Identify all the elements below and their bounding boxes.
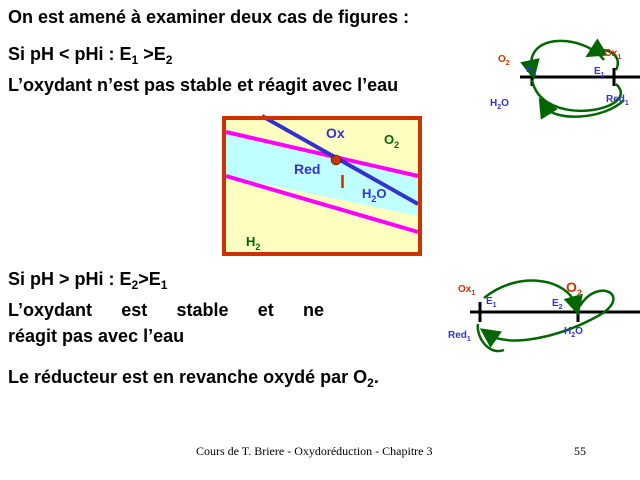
case1-condition: Si pH < pHi : $E_1 >E_2$ [8,44,173,67]
scale2-o2-label: $O_2$ [566,279,582,298]
scale1-e2-label: $E_2$ [526,64,537,77]
scale1-o2-label: $O_2$ [498,54,510,67]
scale2-arrow-top [484,281,576,306]
scale2-arrow-lower-left [478,324,504,351]
scale2-red-label: Red$_1$ [448,330,471,343]
diagram-ox-label: Ox [326,125,345,141]
scale2-ox-label: $Ox_1$ [458,284,476,297]
case2-text-line1: L’oxydant est stable et ne [8,300,324,320]
scale1-red-label: Red$_1$ [606,94,629,107]
scale2-e2-label: $E_2$ [552,298,563,311]
case2-text3: Le réducteur est en revanche oxydé par $O_2$. [8,367,379,390]
intro-text: On est amené à examiner deux cas de figures : [8,7,410,27]
diagram-red-label: Red [294,161,321,177]
diagram-h2-label: $H_2$ [246,234,261,252]
diagram-o2-label: $O_2$ [384,132,400,150]
case1-text: L’oxydant n’est pas stable et réagit avec l’eau [8,75,399,95]
potential-scale-case2 [448,276,640,360]
scale1-ox-label: $Ox_1$ [604,48,622,61]
scale1-e1-label: $E_1$ [594,66,605,79]
case2-condition: Si pH > pHi : $E_2>E_1$ [8,269,168,292]
scale2-e1-label: $E_1$ [486,296,497,309]
stability-diagram [222,116,422,256]
intersection-point [331,155,341,165]
scale2-h2o-label: $H_2O$ [564,326,583,339]
diagram-h2o-label: $H_2O$ [362,186,387,204]
case2-text-line2: réagit pas avec l’eau [8,326,185,346]
scale2-arrow-loop [488,291,613,341]
diagram-i-label: I [340,172,346,192]
scale1-h2o-label: $H_2O$ [490,98,509,111]
page-number: 55 [574,444,586,458]
potential-scale-case1 [484,40,640,120]
footer-text: Cours de T. Briere - Oxydoréduction - Chapitre 3 [196,444,433,458]
